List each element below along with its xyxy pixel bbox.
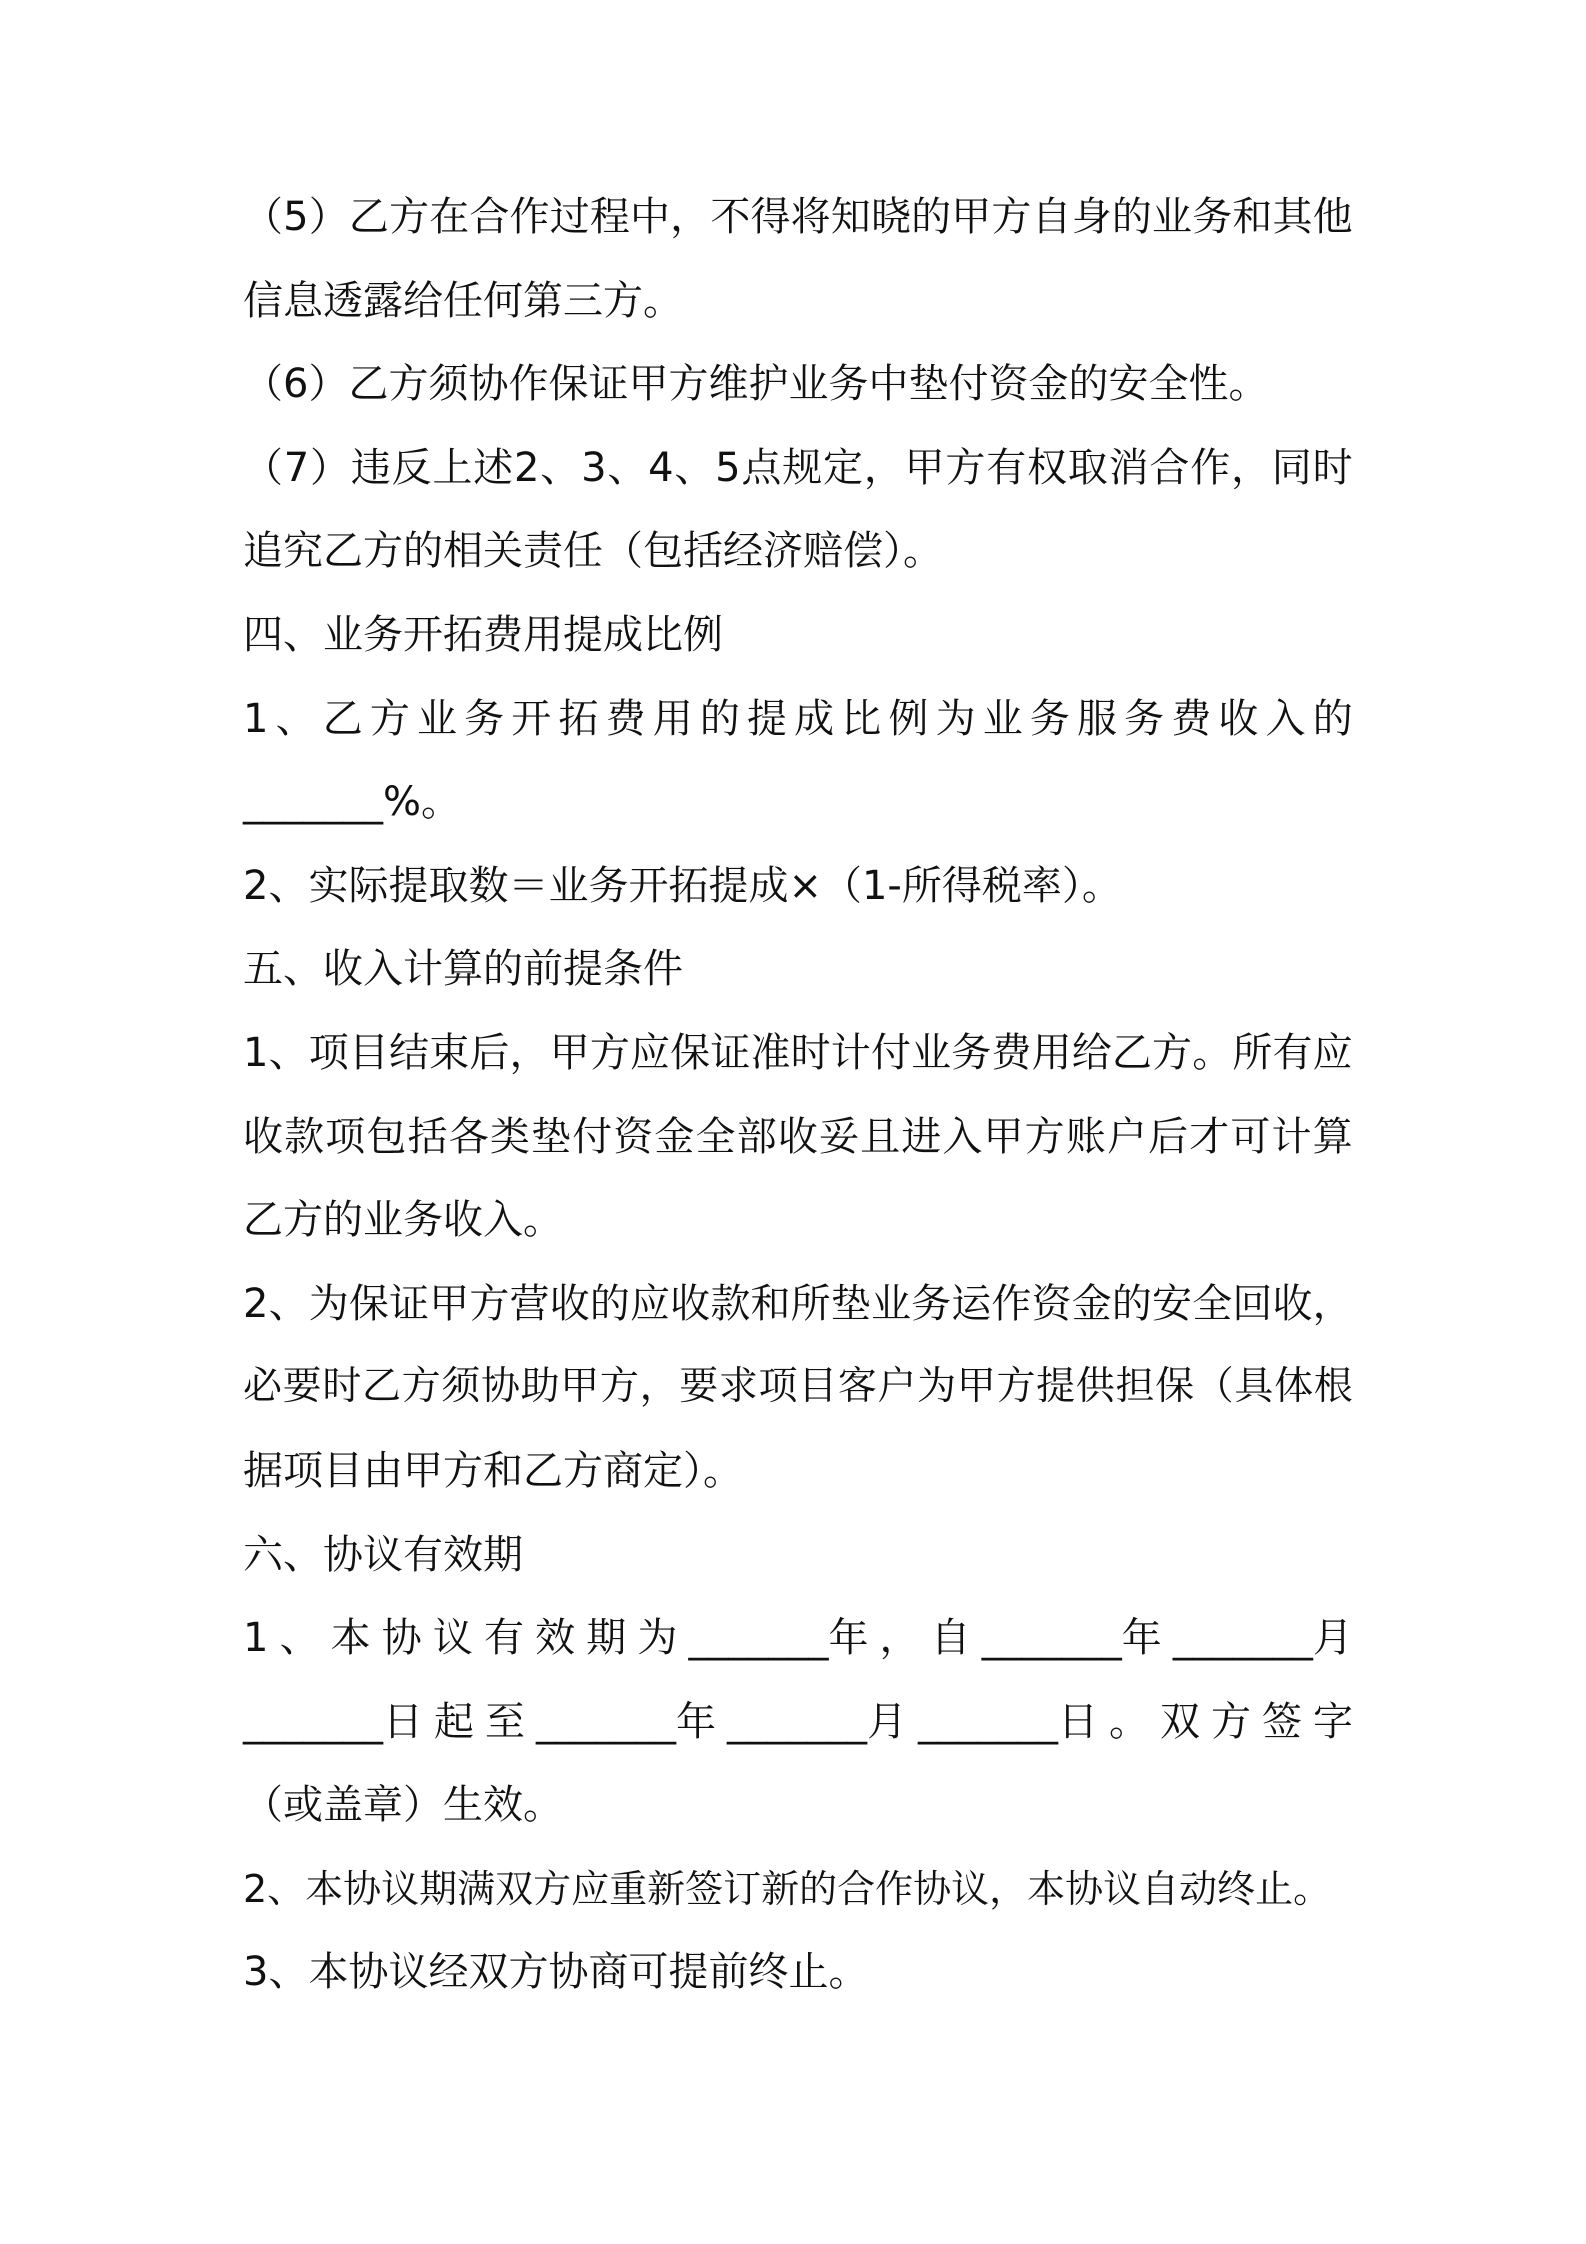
text-line: 乙方的业务收入。 xyxy=(243,1197,563,1244)
text-line: 追究乙方的相关责任（包括经济赔偿）。 xyxy=(243,528,943,575)
text-line: （ 7 ） 违 反 上 述 2 、 3 、 4 、 5 点 规 定 ， 甲 方 有 权 取 消 合 作 ， 同 时 xyxy=(243,444,1353,491)
text-line: 必 要 时 乙 方 须 协 助 甲 方 ， 要 求 项 目 客 户 为 甲 方 提 供 担 保 （ 具 体 根 xyxy=(243,1364,1353,1410)
text-line: 1 、 项 目 结 束 后 ， 甲 方 应 保 证 准 时 计 付 业 务 费 用 给 乙 方 。 所 有 应 xyxy=(243,1029,1353,1076)
text-line: 四、业务开拓费用提成比例 xyxy=(243,611,723,658)
text-line: 3、本协议经双方协商可提前终止。 xyxy=(243,1949,869,1996)
text-line: 据项目由甲方和乙方商定）。 xyxy=(243,1447,743,1494)
text-line: 2 、 为 保 证 甲 方 营 收 的 应 收 款 和 所 垫 业 务 运 作 资 金 的 安 全 回 收 ， xyxy=(243,1280,1353,1327)
text-line: 2、本协议期满双方应重新签订新的合作协议，本协议自动终止。 xyxy=(243,1866,1332,1911)
text-line: 1 、 本 协 议 有 效 期 为 _______年 ， 自 _______年 _______月 xyxy=(243,1615,1353,1662)
text-line: 1 、 乙 方 业 务 开 拓 费 用 的 提 成 比 例 为 业 务 服 务 费 收 入 的 xyxy=(243,695,1353,742)
text-line: 五、收入计算的前提条件 xyxy=(243,946,683,993)
text-line: 收 款 项 包 括 各 类 垫 付 资 金 全 部 收 妥 且 进 入 甲 方 账 户 后 才 可 计 算 xyxy=(243,1113,1353,1160)
document-body xyxy=(243,196,1353,2035)
text-line: 2、实际提取数＝业务开拓提成×（1-所得税率）。 xyxy=(243,862,1122,909)
text-line: 六、协议有效期 xyxy=(243,1531,523,1578)
text-line: （ 5 ） 乙 方 在 合 作 过 程 中 ， 不 得 将 知 晓 的 甲 方 自 身 的 业 务 和 其 他 xyxy=(243,194,1353,240)
text-line: _______日 起 至 _______年 _______月 _______日 。 双 方 签 字 xyxy=(243,1698,1353,1745)
text-line: 信息透露给任何第三方。 xyxy=(243,277,683,324)
text-line: （或盖章）生效。 xyxy=(243,1782,563,1829)
text-line: （6）乙方须协作保证甲方维护业务中垫付资金的安全性。 xyxy=(243,361,1269,408)
text-line: _______%。 xyxy=(243,779,462,826)
